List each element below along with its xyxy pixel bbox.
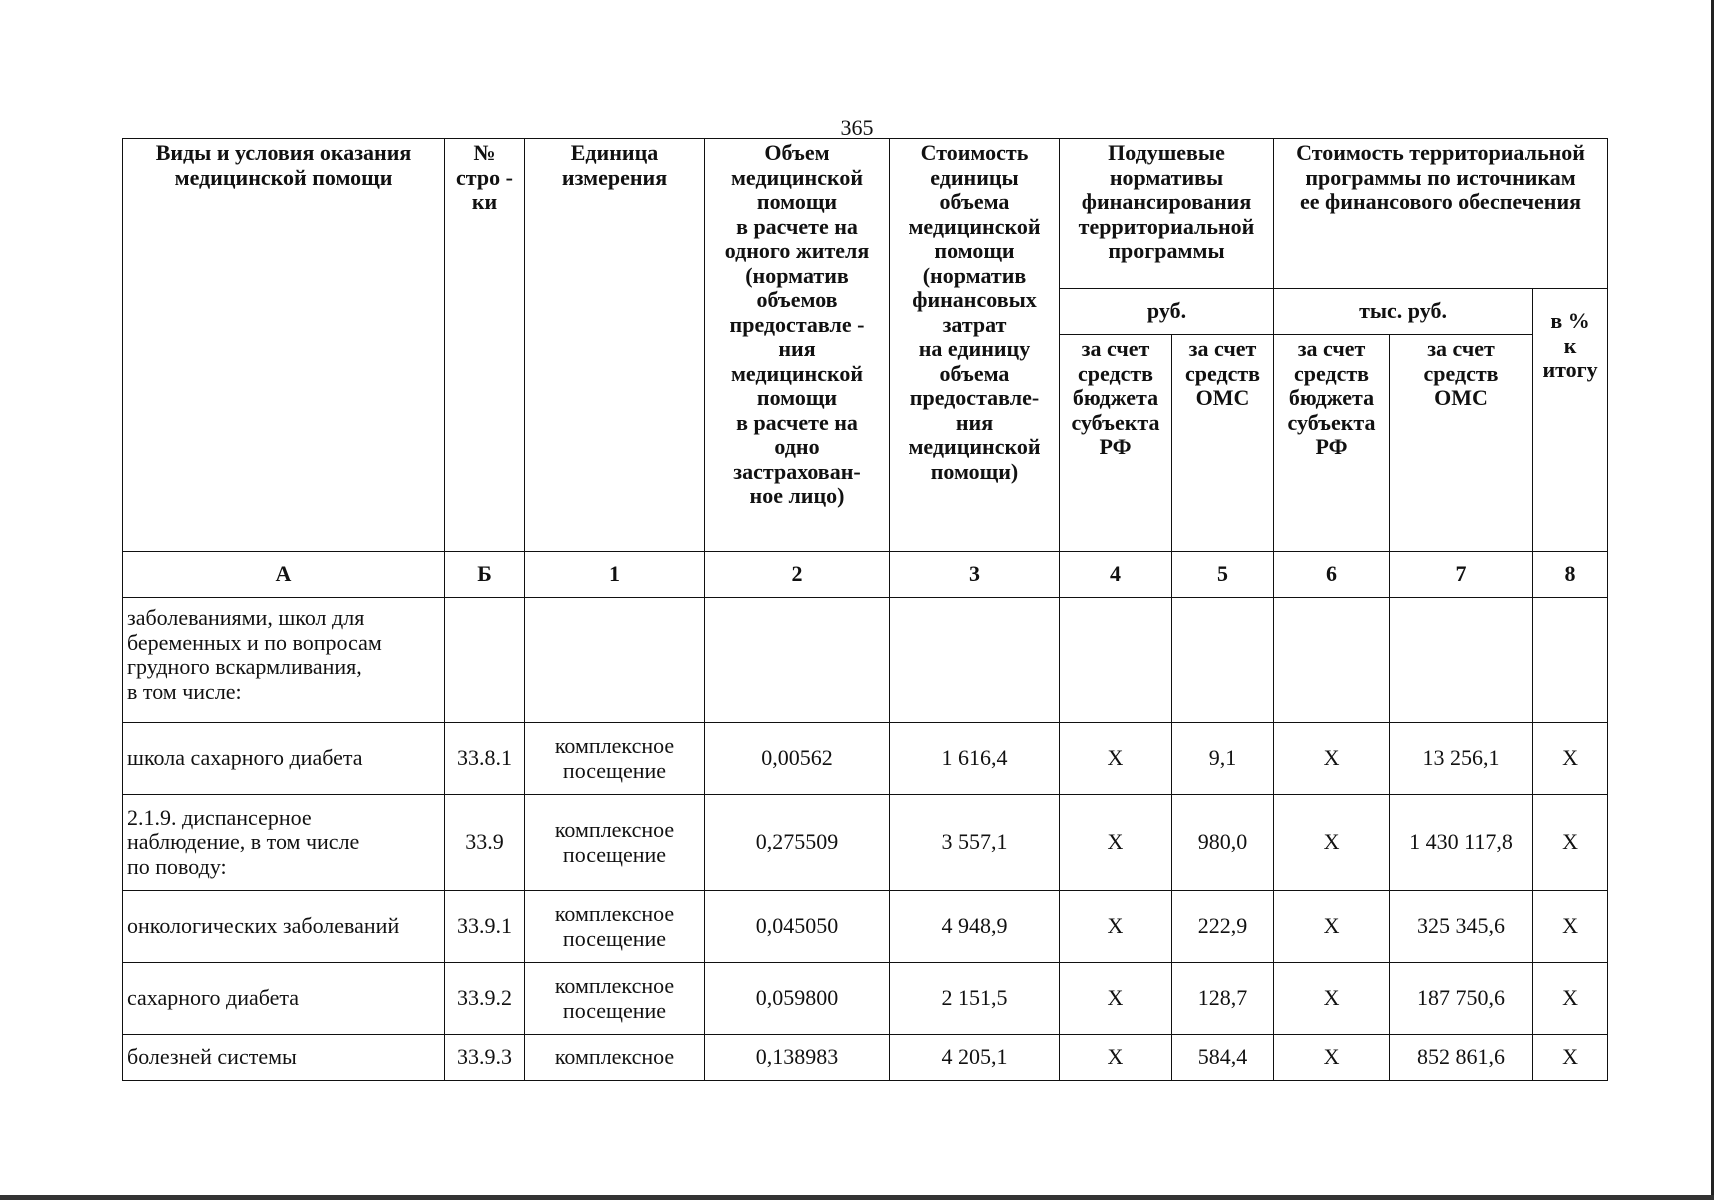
column-index: 8 — [1533, 552, 1608, 598]
row-unit: комплексное посещение — [525, 963, 705, 1035]
row-oms-per-capita: 222,9 — [1172, 891, 1274, 963]
column-index: 3 — [890, 552, 1060, 598]
row-unit: комплексное посещение — [525, 723, 705, 795]
row-unit: комплексное посещение — [525, 795, 705, 891]
row-name: 2.1.9. диспансерное наблюдение, в том числе по поводу: — [123, 795, 445, 891]
row-budget-per-capita: Х — [1060, 1035, 1172, 1081]
row-oms-per-capita: 128,7 — [1172, 963, 1274, 1035]
row-oms-total: 852 861,6 — [1390, 1035, 1533, 1081]
header-percent: в % к итогу — [1533, 289, 1608, 552]
medical-care-table — [122, 138, 1608, 1081]
row-unit: комплексное посещение — [525, 891, 705, 963]
row-budget-per-capita: Х — [1060, 891, 1172, 963]
row-percent: Х — [1533, 963, 1608, 1035]
row-name: онкологических заболеваний — [123, 891, 445, 963]
column-index: 6 — [1274, 552, 1390, 598]
table-row — [123, 963, 1608, 1035]
row-name: школа сахарного диабета — [123, 723, 445, 795]
row-oms-per-capita: 584,4 — [1172, 1035, 1274, 1081]
row-budget-total: Х — [1274, 891, 1390, 963]
column-index: 7 — [1390, 552, 1533, 598]
row-percent: Х — [1533, 1035, 1608, 1081]
row-number: 33.9.1 — [445, 891, 525, 963]
header-budget-total: за счет средств бюджета субъекта РФ — [1274, 335, 1390, 552]
row-budget-total: Х — [1274, 795, 1390, 891]
row-name: сахарного диабета — [123, 963, 445, 1035]
row-cost: 1 616,4 — [890, 723, 1060, 795]
row-unit: комплексное — [525, 1035, 705, 1081]
row-budget-total — [1274, 598, 1390, 723]
column-index-row — [123, 552, 1608, 598]
header-unit: Единица измерения — [525, 139, 705, 552]
row-budget-per-capita: Х — [1060, 723, 1172, 795]
header-per-capita: Подушевые нормативы финансирования территориальной программы — [1060, 139, 1274, 289]
row-cost: 4 205,1 — [890, 1035, 1060, 1081]
row-number — [445, 598, 525, 723]
row-oms-total: 13 256,1 — [1390, 723, 1533, 795]
header-types: Виды и условия оказания медицинской помощи — [123, 139, 445, 552]
row-percent: Х — [1533, 723, 1608, 795]
row-volume: 0,275509 — [705, 795, 890, 891]
row-cost: 2 151,5 — [890, 963, 1060, 1035]
row-cost — [890, 598, 1060, 723]
header-budget-per-capita: за счет средств бюджета субъекта РФ — [1060, 335, 1172, 552]
header-oms-per-capita: за счет средств ОМС — [1172, 335, 1274, 552]
table-row — [123, 795, 1608, 891]
row-number: 33.9.3 — [445, 1035, 525, 1081]
row-volume — [705, 598, 890, 723]
row-number: 33.9.2 — [445, 963, 525, 1035]
row-budget-per-capita: Х — [1060, 963, 1172, 1035]
row-percent — [1533, 598, 1608, 723]
table-row — [123, 723, 1608, 795]
header-volume: Объем медицинской помощи в расчете на одного жителя (норматив объемов предоставле - ния медицинской помощи в расчете на одно застрахован- ное лицо) — [705, 139, 890, 552]
page-number: 365 — [840, 115, 874, 140]
header-thousand-rub: тыс. руб. — [1274, 289, 1533, 335]
table-row — [123, 1035, 1608, 1081]
row-oms-per-capita — [1172, 598, 1274, 723]
row-percent: Х — [1533, 795, 1608, 891]
column-index: 5 — [1172, 552, 1274, 598]
row-number: 33.8.1 — [445, 723, 525, 795]
table-row — [123, 598, 1608, 723]
column-index: 2 — [705, 552, 890, 598]
row-name: болезней системы — [123, 1035, 445, 1081]
row-volume: 0,138983 — [705, 1035, 890, 1081]
row-volume: 0,059800 — [705, 963, 890, 1035]
row-oms-per-capita: 9,1 — [1172, 723, 1274, 795]
table-row — [123, 891, 1608, 963]
row-number: 33.9 — [445, 795, 525, 891]
row-budget-total: Х — [1274, 963, 1390, 1035]
row-cost: 4 948,9 — [890, 891, 1060, 963]
column-index: 4 — [1060, 552, 1172, 598]
column-index: Б — [445, 552, 525, 598]
header-cost: Стоимость единицы объема медицинской помощи (норматив финансовых затрат на единицу объема предоставле- ния медицинской помощи) — [890, 139, 1060, 552]
scan-edge-bottom — [0, 1195, 1714, 1200]
row-budget-total: Х — [1274, 1035, 1390, 1081]
header-row-number: № стро - ки — [445, 139, 525, 552]
row-percent: Х — [1533, 891, 1608, 963]
row-volume: 0,045050 — [705, 891, 890, 963]
row-unit — [525, 598, 705, 723]
row-budget-per-capita — [1060, 598, 1172, 723]
header-row-1 — [123, 139, 1608, 289]
row-oms-total: 325 345,6 — [1390, 891, 1533, 963]
row-oms-per-capita: 980,0 — [1172, 795, 1274, 891]
column-index: А — [123, 552, 445, 598]
header-oms-total: за счет средств ОМС — [1390, 335, 1533, 552]
row-budget-per-capita: Х — [1060, 795, 1172, 891]
row-name: заболеваниями, школ для беременных и по вопросам грудного вскармливания, в том числе: — [123, 598, 445, 723]
row-budget-total: Х — [1274, 723, 1390, 795]
column-index: 1 — [525, 552, 705, 598]
row-volume: 0,00562 — [705, 723, 890, 795]
row-oms-total: 187 750,6 — [1390, 963, 1533, 1035]
header-program-cost: Стоимость территориальной программы по источникам ее финансового обеспечения — [1274, 139, 1608, 289]
row-oms-total — [1390, 598, 1533, 723]
row-cost: 3 557,1 — [890, 795, 1060, 891]
header-rub: руб. — [1060, 289, 1274, 335]
row-oms-total: 1 430 117,8 — [1390, 795, 1533, 891]
